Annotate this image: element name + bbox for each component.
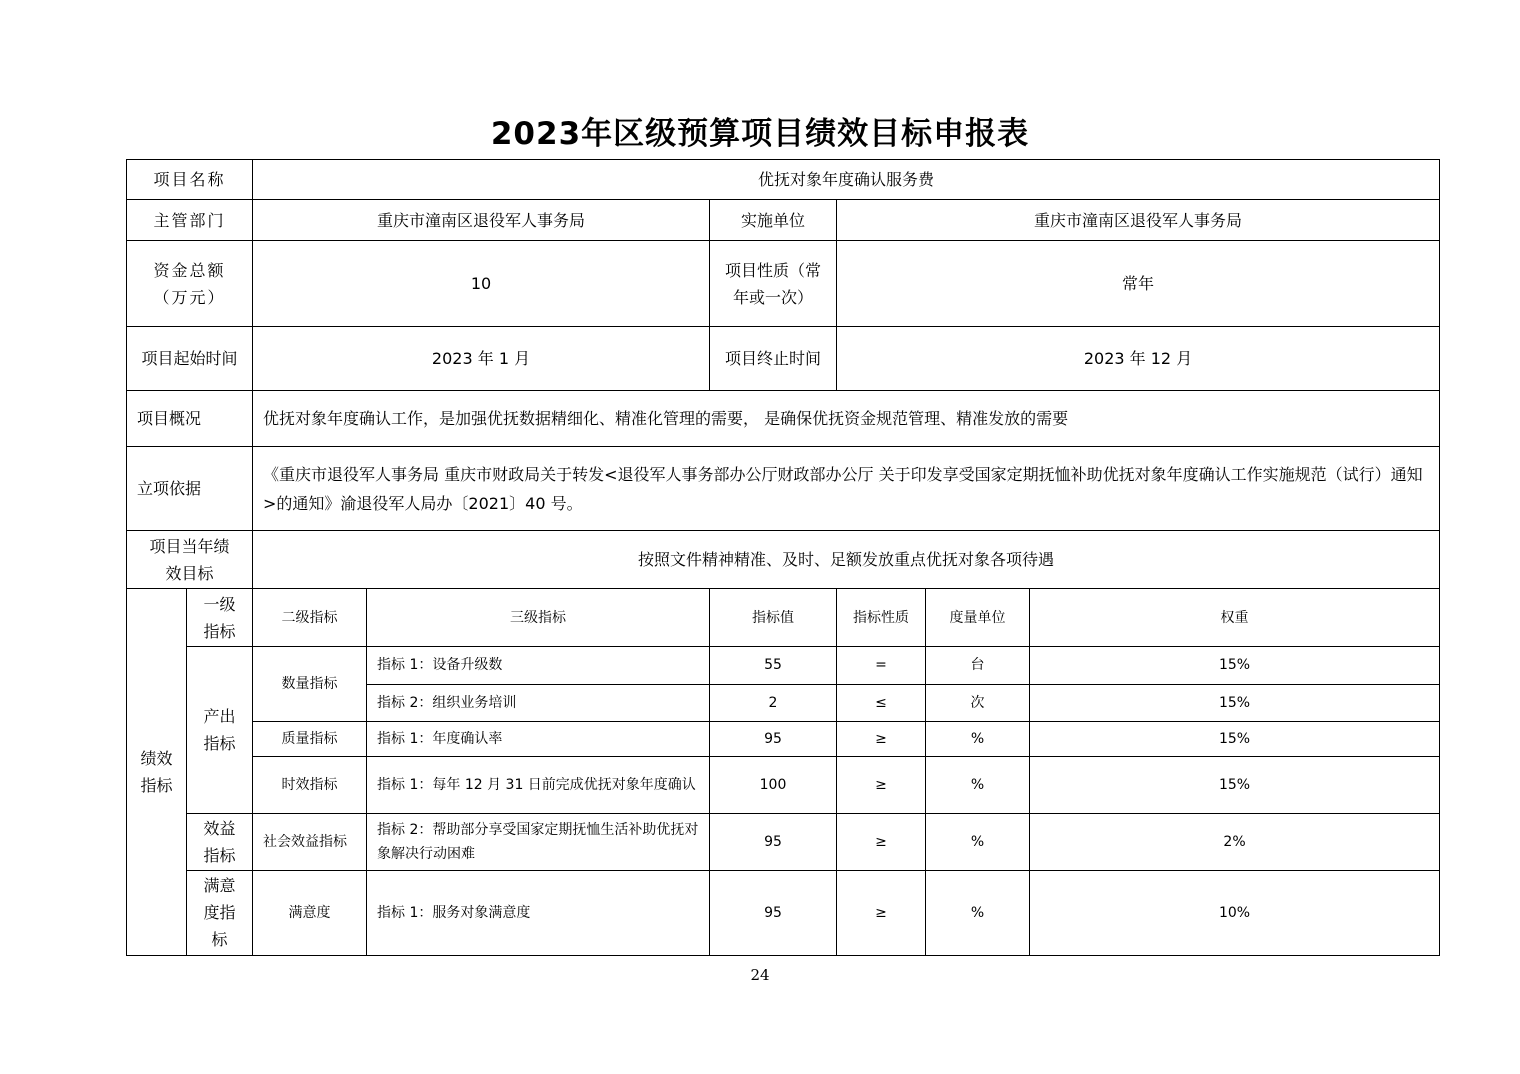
annual-goal-label: 项目当年绩效目标	[127, 531, 253, 589]
implementer-label: 实施单位	[710, 200, 837, 241]
row-basis	[127, 447, 1440, 531]
level3-cell: 指标 1：服务对象满意度	[367, 870, 710, 955]
unit-cell: %	[926, 721, 1030, 756]
level3-cell: 指标 2：帮助部分享受国家定期抚恤生活补助优抚对象解决行动困难	[367, 813, 710, 870]
page-number: 24	[750, 966, 770, 984]
overview-label: 项目概况	[127, 391, 253, 447]
weight-cell: 10%	[1030, 870, 1440, 955]
basis-value: 《重庆市退役军人事务局 重庆市财政局关于转发<退役军人事务部办公厅财政部办公厅 关于印发享受国家定期抚恤补助优抚对象年度确认工作实施规范（试行）通知>的通知》渝退役军人局办〔2021〕40 号。	[253, 447, 1440, 531]
funds-label-line2: （万元）	[153, 287, 226, 307]
department-value: 重庆市潼南区退役军人事务局	[253, 200, 710, 241]
level3-cell: 指标 1：年度确认率	[367, 721, 710, 756]
value-cell: 95	[710, 813, 837, 870]
unit-cell: %	[926, 870, 1030, 955]
level2-cell: 社会效益指标	[253, 813, 367, 870]
header-level1: 一级指标	[187, 589, 253, 646]
level2-cell: 时效指标	[253, 756, 367, 813]
table-row	[127, 646, 1440, 684]
department-label: 主管部门	[127, 200, 253, 241]
funds-label-line1: 资金总额	[153, 260, 226, 280]
indicator-header-row	[127, 589, 1440, 646]
value-cell: 100	[710, 756, 837, 813]
nature-value: 常年	[837, 241, 1440, 327]
weight-cell: 15%	[1030, 721, 1440, 756]
level2-cell: 质量指标	[253, 721, 367, 756]
nature-cell: =	[837, 646, 926, 684]
nature-cell: ≥	[837, 721, 926, 756]
level2-cell: 满意度	[253, 870, 367, 955]
weight-cell: 15%	[1030, 684, 1440, 721]
level3-cell: 指标 1：每年 12 月 31 日前完成优抚对象年度确认	[367, 756, 710, 813]
value-cell: 95	[710, 721, 837, 756]
project-name-label: 项目名称	[127, 160, 253, 200]
header-nature: 指标性质	[837, 589, 926, 646]
row-project-name	[127, 160, 1440, 200]
table-row	[127, 870, 1440, 955]
header-weight: 权重	[1030, 589, 1440, 646]
table-row	[127, 756, 1440, 813]
unit-cell: 次	[926, 684, 1030, 721]
performance-target-table	[126, 159, 1440, 956]
end-time-value: 2023 年 12 月	[837, 327, 1440, 391]
group-output: 产出指标	[187, 646, 253, 813]
funds-value: 10	[253, 241, 710, 327]
start-time-label: 项目起始时间	[127, 327, 253, 391]
row-department	[127, 200, 1440, 241]
value-cell: 95	[710, 870, 837, 955]
header-value: 指标值	[710, 589, 837, 646]
group-satisfaction: 满意度指标	[187, 870, 253, 955]
nature-cell: ≥	[837, 756, 926, 813]
implementer-value: 重庆市潼南区退役军人事务局	[837, 200, 1440, 241]
overview-value: 优抚对象年度确认工作，是加强优抚数据精细化、精准化管理的需要， 是确保优抚资金规范管理、精准发放的需要	[253, 391, 1440, 447]
header-level2: 二级指标	[253, 589, 367, 646]
funds-label	[127, 241, 253, 327]
unit-cell: %	[926, 756, 1030, 813]
level3-cell: 指标 2：组织业务培训	[367, 684, 710, 721]
project-name-value: 优抚对象年度确认服务费	[253, 160, 1440, 200]
header-level3: 三级指标	[367, 589, 710, 646]
unit-cell: 台	[926, 646, 1030, 684]
weight-cell: 15%	[1030, 756, 1440, 813]
nature-cell: ≥	[837, 870, 926, 955]
nature-cell: ≥	[837, 813, 926, 870]
unit-cell: %	[926, 813, 1030, 870]
value-cell: 2	[710, 684, 837, 721]
value-cell: 55	[710, 646, 837, 684]
nature-cell: ≤	[837, 684, 926, 721]
nature-label: 项目性质（常年或一次）	[710, 241, 837, 327]
weight-cell: 2%	[1030, 813, 1440, 870]
row-annual-goal	[127, 531, 1440, 589]
table-row	[127, 813, 1440, 870]
header-unit: 度量单位	[926, 589, 1030, 646]
row-funds	[127, 241, 1440, 327]
level2-cell: 数量指标	[253, 646, 367, 721]
basis-label: 立项依据	[127, 447, 253, 531]
start-time-value: 2023 年 1 月	[253, 327, 710, 391]
row-period	[127, 327, 1440, 391]
document-title: 2023年区级预算项目绩效目标申报表	[490, 116, 1030, 152]
end-time-label: 项目终止时间	[710, 327, 837, 391]
annual-goal-value: 按照文件精神精准、及时、足额发放重点优抚对象各项待遇	[253, 531, 1440, 589]
weight-cell: 15%	[1030, 646, 1440, 684]
level3-cell: 指标 1：设备升级数	[367, 646, 710, 684]
group-benefit: 效益指标	[187, 813, 253, 870]
row-overview	[127, 391, 1440, 447]
performance-indicator-label: 绩效指标	[127, 589, 187, 956]
table-row	[127, 721, 1440, 756]
